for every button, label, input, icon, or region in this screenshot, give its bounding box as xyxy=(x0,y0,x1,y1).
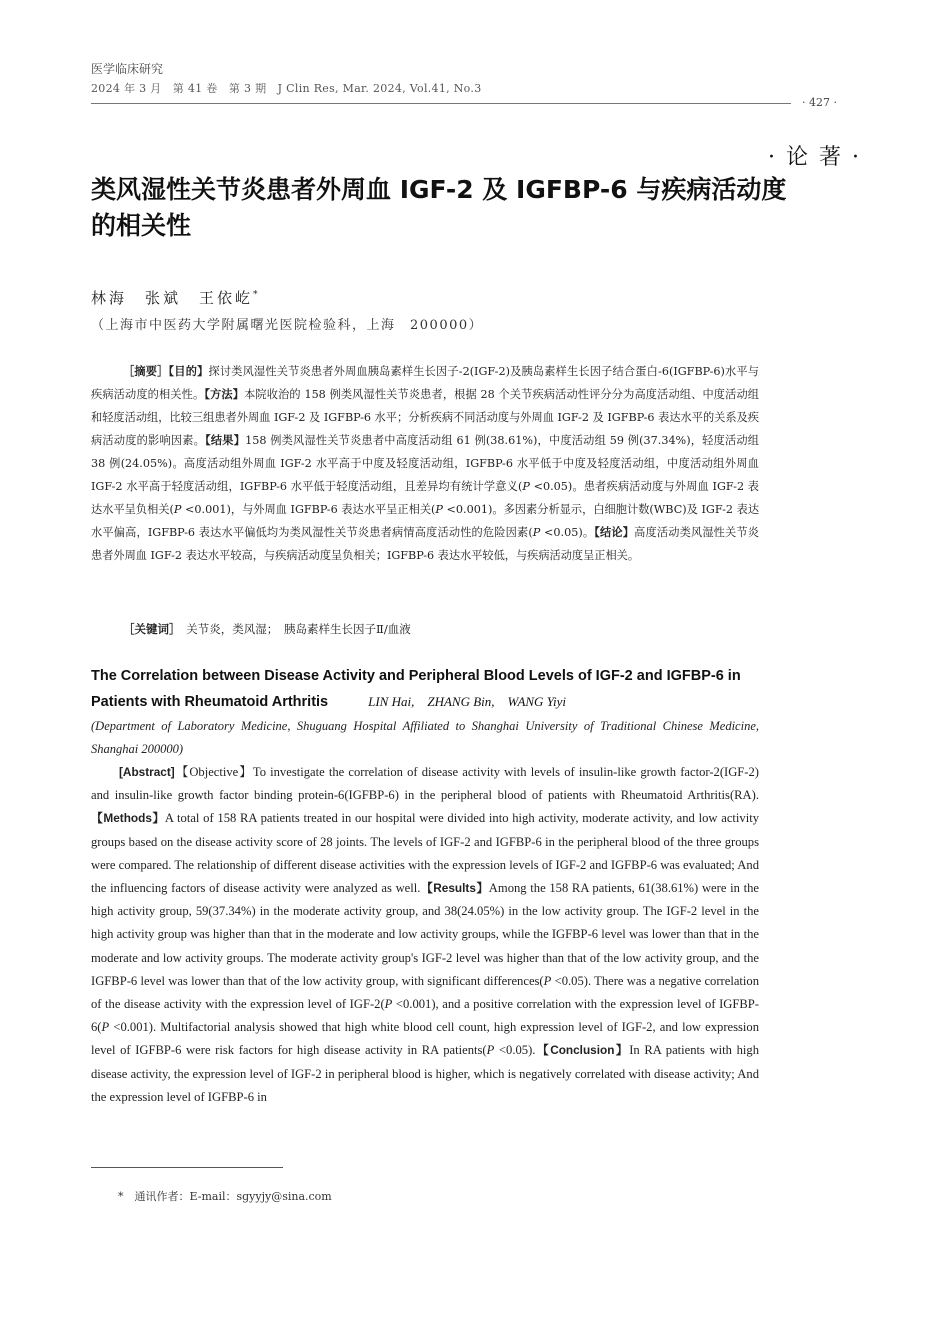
keywords-label: ［关键词］ xyxy=(123,622,175,636)
footnote-rule xyxy=(91,1167,283,1168)
objective-text: 探讨类风湿性关节炎患者外周血胰岛素样生长因子-2(IGF-2)及胰岛素样生长因子结合蛋白-6(IGFBP-6)水平与疾病活动度的相关性。 xyxy=(91,365,759,401)
abstract-label: [Abstract] xyxy=(119,765,175,779)
author-list xyxy=(91,287,261,308)
abstract-chinese xyxy=(91,360,759,567)
corresponding-mark: * xyxy=(253,290,261,300)
footnote-text: 通讯作者：E-mail：sgyyjy@sina.com xyxy=(134,1190,332,1203)
conclusion-label: 【结论】 xyxy=(594,526,635,539)
english-affiliation: (Department of Laboratory Medicine, Shuguang Hospital Affiliated to Shanghai University of Traditional Chinese Medicine, Shanghai 200000) xyxy=(91,719,759,756)
p-symbol: P xyxy=(486,1043,495,1058)
authors-names: 林海 张斌 王依屹 xyxy=(91,289,254,307)
english-title-block xyxy=(91,664,761,715)
author-affiliation: （上海市中医药大学附属曙光医院检验科，上海 200000） xyxy=(91,318,484,333)
results-text: <0.05). There was a negative correlation of the disease activity with the expression level of IGF-2( xyxy=(91,973,759,1012)
issue-info: 2024 年 3 月 第 41 卷 第 3 期 J Clin Res, Mar. 2024, Vol.41, No.3 xyxy=(91,82,482,95)
p-symbol: P xyxy=(173,503,182,516)
results-text: <0.001), and a positive correlation with the expression level of IGFBP-6( xyxy=(91,997,759,1035)
p-symbol: P xyxy=(532,526,541,539)
conclusion-text: 高度活动类风湿性关节炎患者外周血 IGF-2 表达水平较高，与疾病活动度呈负相关；IGFBP-6 表达水平较低，与疾病活动度呈正相关。 xyxy=(91,526,759,562)
results-label: 【结果】 xyxy=(205,434,246,447)
page-number: · 427 · xyxy=(802,96,837,109)
p-symbol: P xyxy=(384,997,393,1012)
section-label: · 论 著 · xyxy=(768,145,861,170)
results-text: <0.001). Multifactorial analysis showed that high white blood cell count, high expression level of IGF-2, and low expression level of IGFBP-6 were risk factors for high disease activity in RA patients( xyxy=(91,1020,759,1058)
keywords-line xyxy=(123,621,411,637)
objective-text: To investigate the correlation of disease activity with levels of insulin-like growth factor-2(IGF-2) and insulin-like growth factor binding protein-6(IGFBP-6) in the peripheral blood of patients with Rheumatoid Arthritis(RA). xyxy=(91,765,759,803)
footnote-mark: * xyxy=(118,1190,124,1203)
results-text: <0.05)。患者疾病活动度与外周血 IGF-2 表达水平呈负相关( xyxy=(91,480,759,516)
p-symbol: P xyxy=(101,1020,110,1035)
results-text: 158 例类风湿性关节炎患者中高度活动组 61 例(38.61%)，中度活动组 59 例(37.34%)，轻度活动组 38 例(24.05%)。高度活动组外周血 IGF-2 水平高于中度及轻度活动组，IGFBP-6 水平低于中度及轻度活动组，中度活动组外周血 IGF-2 水平高于轻度活动组，IGFBP-6 水平低于轻度活动组，且差异均有统计学意义( xyxy=(91,434,759,493)
methods-text: A total of 158 RA patients treated in our hospital were divided into high activity, moderate activity, and low activity groups based on the disease activity score of 28 joints. The levels of IGF-2 and IGFBP-6 in the peripheral blood of the three groups were compared. The relationship of different disease activities with the expression levels of IGF-2 and IGFBP-6 was evaluated; And the influencing factors of disease activity were analyzed as well. xyxy=(91,811,760,896)
p-symbol: P xyxy=(435,503,443,516)
english-title: The Correlation between Disease Activity and Peripheral Blood Levels of IGF-2 and IGFBP-6 in Patients with Rheumatoid Arthritis xyxy=(91,668,741,710)
article-title: 类风湿性关节炎患者外周血 IGF-2 及 IGFBP-6 与疾病活动度的相关性 xyxy=(91,175,787,240)
english-byline: LIN Hai, ZHANG Bin, WANG Yiyi xyxy=(368,694,566,709)
objective-label: 【Objective】 xyxy=(174,765,253,779)
results-text: <0.001)，与外周血 IGFBP-6 表达水平呈正相关( xyxy=(181,503,436,516)
results-text: Among the 158 RA patients, 61(38.61%) were in the high activity group, 59(37.34%) in the moderate activity group, and 38(24.05%) in the low activity group. The IGF-2 level in the high activity group was higher than that in the moderate and low activity groups, while the IGFBP-6 level was lower than that in the moderate and low activity groups. The moderate activity group's IGF-2 level was higher than that of the low activity group, and the IGFBP-6 level was lower than that of the low activity group, with significant differences( xyxy=(91,881,759,988)
methods-text: 本院收治的 158 例类风湿性关节炎患者，根据 28 个关节疾病活动性评分分为高度活动组、中度活动组和轻度活动组，比较三组患者外周血 IGF-2 及 IGFBP-6 水平；分析疾病不同活动度与外周血 IGF-2 及 IGFBP-6 表达水平的关系及疾病活动度的影响因素。 xyxy=(91,388,759,447)
conclusion-text: In RA patients with high disease activity, the expression level of IGF-2 in peripheral blood is higher, which is negatively correlated with disease activity; And the expression level of IGFBP-6 in xyxy=(91,1043,759,1104)
abstract-english xyxy=(91,761,759,1109)
results-label: 【Results】 xyxy=(420,881,489,896)
keywords-text: 关节炎，类风湿； 胰岛素样生长因子Ⅱ/血液 xyxy=(186,622,411,636)
journal-name: 医学临床研究 xyxy=(91,62,164,76)
objective-label: 【目的】 xyxy=(168,365,209,378)
methods-label: 【方法】 xyxy=(204,388,245,401)
p-symbol: P xyxy=(522,480,530,493)
footnote xyxy=(118,1188,332,1204)
methods-label: 【Methods】 xyxy=(91,811,165,826)
abstract-label: ［摘要］ xyxy=(123,365,169,378)
conclusion-label: 【Conclusion】 xyxy=(535,1043,630,1058)
header-rule xyxy=(91,103,791,104)
results-text: <0.001)。多因素分析显示，白细胞计数(WBC)及 IGF-2 表达水平偏高，IGFBP-6 表达水平偏低均为类风湿性关节炎患者病情高度活动性的危险因素( xyxy=(91,503,760,539)
p-symbol: P xyxy=(543,973,552,988)
results-text: <0.05). xyxy=(494,1043,536,1058)
results-text: <0.05)。 xyxy=(540,526,595,539)
